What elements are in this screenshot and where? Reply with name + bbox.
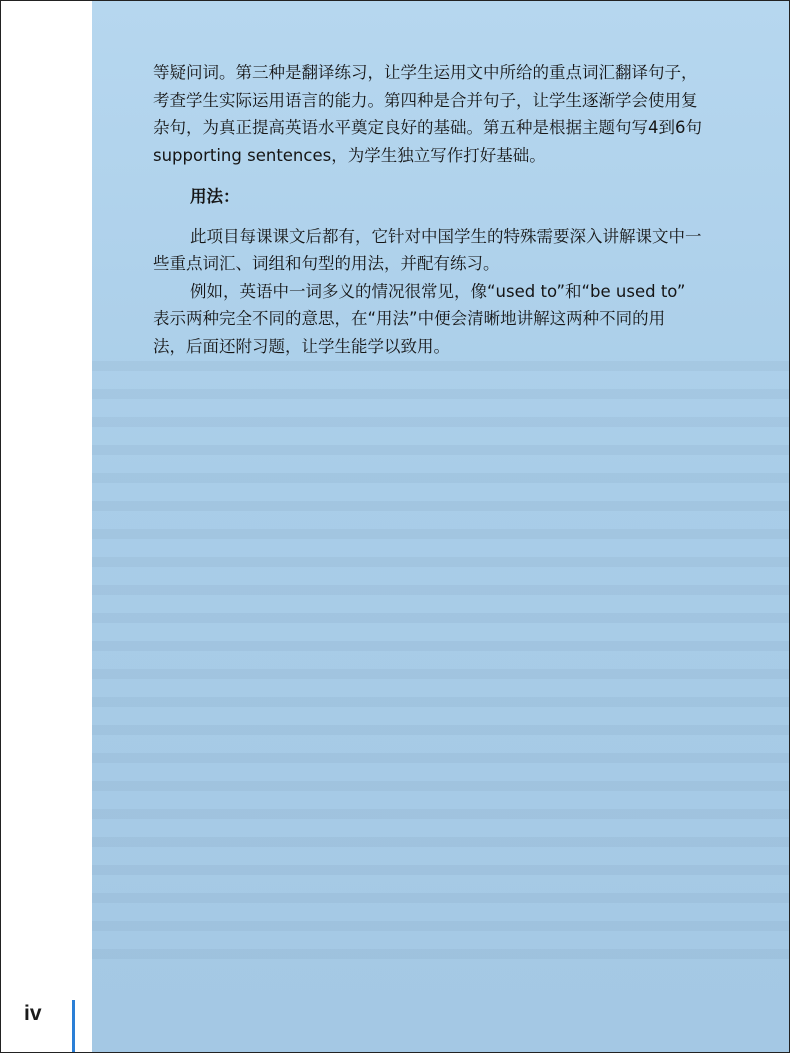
text-line: 法，后面还附习题，让学生能学以致用。 <box>153 336 450 356</box>
page-number: iv <box>24 1002 42 1025</box>
section-heading-usage: 用法： <box>190 187 240 206</box>
body-text <box>153 59 753 360</box>
text-line: 考查学生实际运用语言的能力。第四种是合并句子，让学生逐渐学会使用复 <box>153 90 698 110</box>
margin-rule <box>72 1000 75 1053</box>
text-line: 表示两种完全不同的意思，在“用法”中便会清晰地讲解这两种不同的用 <box>153 309 666 328</box>
paragraph-usage-intro <box>153 223 753 278</box>
text-line: supporting sentences，为学生独立写作打好基础。 <box>153 145 546 165</box>
show-through-texture <box>92 361 789 961</box>
paragraph-exercise-types <box>153 59 753 169</box>
text-line: 杂句，为真正提高英语水平奠定良好的基础。第五种是根据主题句写4到6句 <box>153 118 702 137</box>
text-line: 等疑问词。第三种是翻译练习，让学生运用文中所给的重点词汇翻译句子， <box>153 63 698 82</box>
left-margin <box>0 0 92 1053</box>
paragraph-usage-example <box>153 278 753 361</box>
text-line: 此项目每课课文后都有，它针对中国学生的特殊需要深入讲解课文中一 <box>190 226 702 246</box>
text-line: 些重点词汇、词组和句型的用法，并配有练习。 <box>153 254 500 273</box>
text-line: 例如，英语中一词多义的情况很常见，像“used to”和“be used to” <box>190 281 686 301</box>
